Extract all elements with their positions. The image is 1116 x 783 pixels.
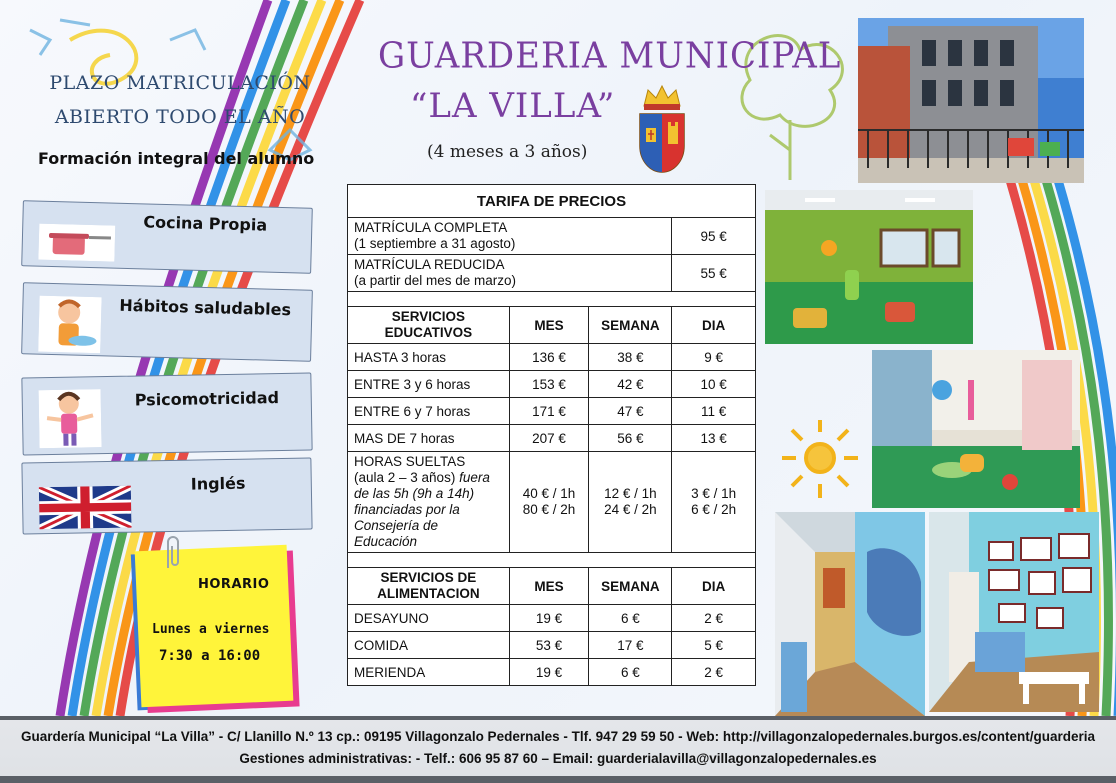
title-line-2: “LA VILLA” xyxy=(410,86,616,126)
sueltas-line: Consejería de xyxy=(354,518,439,533)
table-row xyxy=(348,344,756,371)
table-row xyxy=(348,398,756,425)
footer-bar xyxy=(0,716,1116,783)
col-mes: MES xyxy=(509,307,589,344)
cell-mes: 19 € xyxy=(509,605,589,632)
row-label: MERIENDA xyxy=(348,659,510,686)
cell-semana: 6 € xyxy=(589,659,672,686)
hallway-photo xyxy=(775,512,925,716)
horario-days: Lunes a viernes xyxy=(152,622,270,637)
cell-dia xyxy=(672,452,756,553)
coat-of-arms-icon xyxy=(634,84,690,176)
cell-semana: 42 € xyxy=(589,371,672,398)
matricula-completa-label xyxy=(348,218,672,255)
table-spacer xyxy=(348,292,756,307)
cell-dia: 2 € xyxy=(672,659,756,686)
row-label: ENTRE 3 y 6 horas xyxy=(348,371,510,398)
cell-semana: 17 € xyxy=(589,632,672,659)
table-row xyxy=(348,605,756,632)
sueltas-line: financiadas por la xyxy=(354,502,460,517)
cell-dia: 5 € xyxy=(672,632,756,659)
enrollment-line-2: ABIERTO TODO EL AÑO xyxy=(54,106,306,128)
paperclip-icon xyxy=(162,534,182,570)
enrollment-line-1: PLAZO MATRICULACIÓN xyxy=(49,72,311,94)
feature-banner-psico xyxy=(21,372,312,455)
feature-label: Inglés xyxy=(190,473,246,494)
cell-mes: 19 € xyxy=(509,659,589,686)
sun-doodle xyxy=(782,420,858,498)
price-line: 12 € / 1h xyxy=(604,486,657,501)
price-line: 6 € / 2h xyxy=(691,502,737,517)
matricula-price: 55 € xyxy=(672,255,756,292)
sueltas-text: (aula 2 – 3 años) xyxy=(354,470,460,485)
feature-banner-habitos xyxy=(21,282,313,362)
sueltas-text: fuera xyxy=(459,470,490,485)
child-playing-icon xyxy=(39,389,102,448)
cell-semana: 6 € xyxy=(589,605,672,632)
header-line: EDUCATIVOS xyxy=(384,325,473,340)
price-table xyxy=(347,184,756,686)
table-row xyxy=(348,218,756,255)
sueltas-line: de las 5h (9h a 14h) xyxy=(354,486,475,501)
price-line: 3 € / 1h xyxy=(691,486,737,501)
header-line: ALIMENTACION xyxy=(377,586,480,601)
cell-dia: 10 € xyxy=(672,371,756,398)
cell-dia: 13 € xyxy=(672,425,756,452)
uk-flag-icon xyxy=(39,486,132,530)
col-semana: SEMANA xyxy=(589,568,672,605)
header-line: SERVICIOS xyxy=(391,309,465,324)
table-title-row xyxy=(348,185,756,218)
enrollment-notice xyxy=(30,66,330,134)
table-row xyxy=(348,632,756,659)
row-label: DESAYUNO xyxy=(348,605,510,632)
row-label: ENTRE 6 y 7 horas xyxy=(348,398,510,425)
sueltas-line: Educación xyxy=(354,534,418,549)
matricula-name: MATRÍCULA REDUCIDA xyxy=(354,257,505,272)
table-row xyxy=(348,255,756,292)
cell-semana: 38 € xyxy=(589,344,672,371)
matricula-reducida-label xyxy=(348,255,672,292)
corridor-photo xyxy=(929,512,1099,712)
educativos-header-row xyxy=(348,307,756,344)
col-semana: SEMANA xyxy=(589,307,672,344)
building-photo xyxy=(858,18,1084,183)
cell-mes: 53 € xyxy=(509,632,589,659)
cell-semana xyxy=(589,452,672,553)
alimentacion-header xyxy=(348,568,510,605)
col-mes: MES xyxy=(509,568,589,605)
row-label: COMIDA xyxy=(348,632,510,659)
cell-dia: 11 € xyxy=(672,398,756,425)
table-row xyxy=(348,452,756,553)
matricula-name: MATRÍCULA COMPLETA xyxy=(354,220,508,235)
classroom-photo-2 xyxy=(872,350,1080,508)
price-line: 24 € / 2h xyxy=(604,502,657,517)
price-line: 40 € / 1h xyxy=(522,486,576,501)
sueltas-line xyxy=(354,470,503,486)
feature-label: Psicomotricidad xyxy=(134,388,280,410)
table-row xyxy=(348,659,756,686)
header-line: SERVICIOS DE xyxy=(380,570,477,585)
age-range: (4 meses a 3 años) xyxy=(427,142,588,162)
title-line-1: GUARDERIA MUNICIPAL xyxy=(378,35,842,77)
educativos-header xyxy=(348,307,510,344)
col-dia: DIA xyxy=(672,307,756,344)
alimentacion-header-row xyxy=(348,568,756,605)
cell-semana: 47 € xyxy=(589,398,672,425)
cell-semana: 56 € xyxy=(589,425,672,452)
footer-admin-contact: Gestiones administrativas: - Telf.: 606 95 87 60 – Email: guarderialavilla@villagonzalopedernales.es xyxy=(239,751,877,766)
cell-dia: 2 € xyxy=(672,605,756,632)
classroom-photo-1 xyxy=(765,190,973,344)
feature-label: Cocina Propia xyxy=(143,212,268,235)
cell-mes: 171 € xyxy=(509,398,589,425)
price-line: 80 € / 2h xyxy=(522,502,576,517)
feature-banner-ingles xyxy=(21,457,312,534)
feature-banner-cocina xyxy=(21,200,313,274)
cell-dia: 9 € xyxy=(672,344,756,371)
row-label: MAS DE 7 horas xyxy=(348,425,510,452)
pot-icon xyxy=(38,224,115,262)
feature-label: Hábitos saludables xyxy=(119,295,292,320)
horario-title: HORARIO xyxy=(198,577,270,592)
cell-mes xyxy=(509,452,589,553)
child-washing-icon xyxy=(38,296,101,354)
row-label: HASTA 3 horas xyxy=(348,344,510,371)
formacion-heading: Formación integral del alumno xyxy=(38,149,315,168)
matricula-price: 95 € xyxy=(672,218,756,255)
cell-mes: 136 € xyxy=(509,344,589,371)
horas-sueltas-label xyxy=(348,452,510,553)
cell-mes: 207 € xyxy=(509,425,589,452)
footer-address: Guardería Municipal “La Villa” - C/ Llanillo N.º 13 cp.: 09195 Villagonzalo Pedernales - Tlf. 947 29 59 50 - Web: http://villagonzalopedernales.burgos.es/content/guarderia xyxy=(21,729,1095,744)
sueltas-line: HORAS SUELTAS xyxy=(354,454,466,469)
horario-hours: 7:30 a 16:00 xyxy=(159,648,261,664)
table-spacer xyxy=(348,553,756,568)
matricula-period: (a partir del mes de marzo) xyxy=(354,273,517,288)
table-title: TARIFA DE PRECIOS xyxy=(348,185,756,218)
col-dia: DIA xyxy=(672,568,756,605)
cell-mes: 153 € xyxy=(509,371,589,398)
table-row xyxy=(348,371,756,398)
matricula-period: (1 septiembre a 31 agosto) xyxy=(354,236,516,251)
table-row xyxy=(348,425,756,452)
